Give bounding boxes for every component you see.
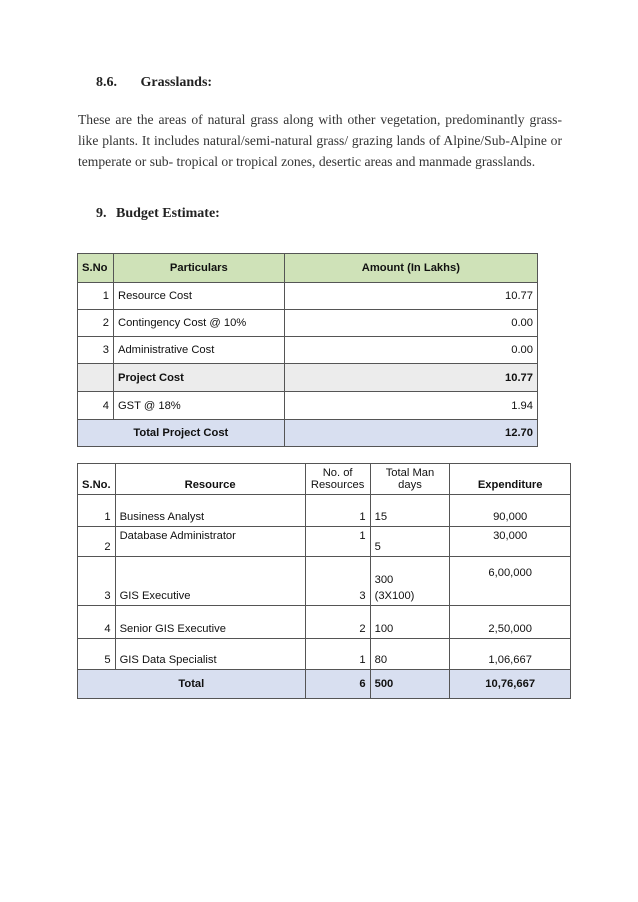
num-cell: 2 — [305, 606, 370, 639]
table-row — [78, 495, 571, 527]
sno-cell: 2 — [78, 527, 116, 557]
header-man-days: Total Man days — [370, 464, 450, 495]
header-sno: S.No. — [78, 464, 116, 495]
grasslands-paragraph: These are the areas of natural grass along with other vegetation, predominantly grass-like plants. It includes natural/semi-natural grass/ grazing lands of Alpine/Sub-Alpine or temperate or sub- tropical or tropical zones, desertic areas and manmade grasslands. — [78, 112, 562, 169]
mandays-cell: 5 — [370, 527, 450, 557]
num-cell: 1 — [305, 527, 370, 557]
project-cost-amount: 10.77 — [284, 364, 537, 392]
mandays-cell — [370, 557, 450, 606]
total-amount: 12.70 — [284, 420, 537, 447]
table-row — [78, 557, 571, 606]
expenditure-cell: 90,000 — [450, 495, 571, 527]
header-amount: Amount (In Lakhs) — [284, 254, 537, 283]
sno-cell: 4 — [78, 606, 116, 639]
particular-cell: Administrative Cost — [113, 337, 284, 364]
resource-header-row — [78, 464, 571, 495]
num-cell: 1 — [305, 639, 370, 670]
table-row — [78, 310, 538, 337]
table-row — [78, 392, 538, 420]
section-number: 9. — [96, 206, 107, 221]
expenditure-cell: 1,06,667 — [450, 639, 571, 670]
expenditure-cell: 6,00,000 — [450, 557, 571, 606]
header-num-resources: No. of Resources — [305, 464, 370, 495]
table-row — [78, 337, 538, 364]
resource-cell: Database Administrator — [115, 527, 305, 557]
sno-cell: 4 — [78, 392, 114, 420]
project-cost-label: Project Cost — [113, 364, 284, 392]
amount-cell: 0.00 — [284, 310, 537, 337]
total-mandays: 500 — [370, 670, 450, 699]
sno-cell: 2 — [78, 310, 114, 337]
resource-cell: Senior GIS Executive — [115, 606, 305, 639]
table-row — [78, 639, 571, 670]
sno-cell: 3 — [78, 337, 114, 364]
amount-cell: 1.94 — [284, 392, 537, 420]
section-9-heading — [96, 206, 220, 222]
amount-cell: 10.77 — [284, 283, 537, 310]
header-sno: S.No — [78, 254, 114, 283]
resource-cell: Business Analyst — [115, 495, 305, 527]
section-number: 8.6. — [96, 75, 117, 90]
budget-table — [77, 253, 538, 447]
sno-cell: 5 — [78, 639, 116, 670]
table-row — [78, 606, 571, 639]
total-row — [78, 670, 571, 699]
sno-cell: 1 — [78, 495, 116, 527]
section-8-6-heading — [96, 75, 212, 91]
mandays-cell: 100 — [370, 606, 450, 639]
sno-cell: 3 — [78, 557, 116, 606]
section-title: Budget Estimate: — [116, 206, 220, 221]
sno-cell: 1 — [78, 283, 114, 310]
amount-cell: 0.00 — [284, 337, 537, 364]
table-row — [78, 527, 571, 557]
resource-cell: GIS Data Specialist — [115, 639, 305, 670]
expenditure-cell: 2,50,000 — [450, 606, 571, 639]
mandays-note: (3X100) — [374, 590, 415, 602]
total-label: Total Project Cost — [78, 420, 285, 447]
header-particulars: Particulars — [113, 254, 284, 283]
resource-table — [77, 463, 571, 699]
section-title: Grasslands: — [140, 75, 213, 90]
table-row — [78, 283, 538, 310]
header-expenditure: Expenditure — [450, 464, 571, 495]
particular-cell: Resource Cost — [113, 283, 284, 310]
mandays-cell: 15 — [370, 495, 450, 527]
total-label: Total — [78, 670, 306, 699]
mandays-cell: 80 — [370, 639, 450, 670]
num-cell: 1 — [305, 495, 370, 527]
total-num: 6 — [305, 670, 370, 699]
budget-header-row — [78, 254, 538, 283]
particular-cell: Contingency Cost @ 10% — [113, 310, 284, 337]
total-row — [78, 420, 538, 447]
project-cost-row — [78, 364, 538, 392]
total-expenditure: 10,76,667 — [450, 670, 571, 699]
num-cell: 3 — [305, 557, 370, 606]
particular-cell: GST @ 18% — [113, 392, 284, 420]
mandays-value: 300 — [374, 574, 394, 586]
resource-cell: GIS Executive — [115, 557, 305, 606]
expenditure-cell: 30,000 — [450, 527, 571, 557]
header-resource: Resource — [115, 464, 305, 495]
